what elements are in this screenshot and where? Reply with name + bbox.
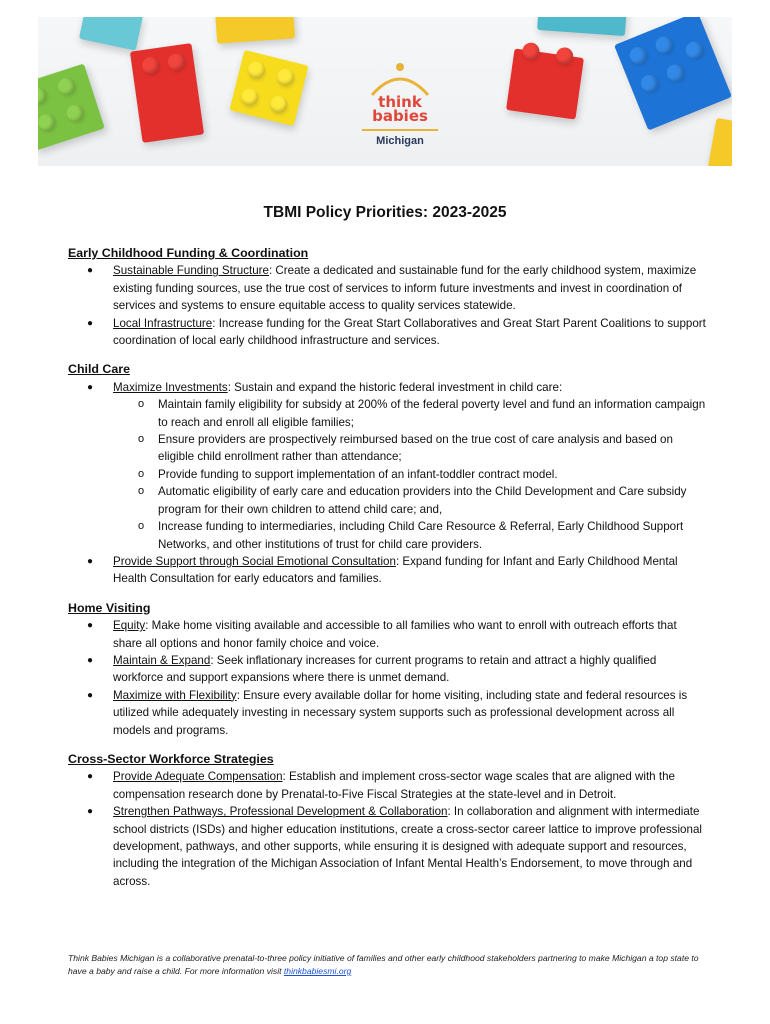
logo-arc-icon [350,57,450,97]
section-heading: Home Visiting [68,600,151,615]
item-lead: Sustainable Funding Structure [113,264,269,278]
list-item [113,617,708,652]
item-text: : Seek inflationary increases for current programs to retain and attract a highly qualified workforce and support expansions where there is unmet demand. [113,653,657,685]
sub-item: o Maintain family eligibility for subsidy at 200% of the federal poverty level and fund an information campaign to reach and enroll all eligible families; [158,396,708,431]
logo-michigan: Michigan [376,135,424,147]
section-child-care [68,361,708,587]
policy-content [68,245,708,902]
item-lead: Maximize with Flexibility [113,688,237,702]
section-heading: Cross-Sector Workforce Strategies [68,751,274,766]
teal-brick [79,17,143,51]
item-text: : Establish and implement cross-sector wage scales that are aligned with the compensation research done by Prenatal-to-Five Fiscal Strategies at the state-level and in Detroit. [113,770,675,801]
yellow-brick [229,50,308,126]
section-heading: Early Childhood Funding & Coordination [68,246,309,260]
item-text: : Ensure every available dollar for home visiting, including state and federal resources is utilized while adequately investing in necessary system supports such as professional development across all models and programs. [113,688,688,737]
item-lead: Strengthen Pathways, Professional Development & Collaboration [113,805,448,819]
red-brick-left [130,43,204,143]
logo-divider [362,129,438,131]
section-home-visiting [68,600,708,739]
list-item [113,262,708,314]
footer-note [68,952,708,978]
section-heading: Child Care [68,362,130,377]
bullet-list [68,617,708,739]
section-workforce [68,751,708,890]
item-text: : Increase funding for the Great Start Collaboratives and Great Start Parent Coalitions to support coordination of local early childhood infrastructure and services. [113,316,706,348]
list-item [113,687,708,739]
list-item [113,803,708,890]
item-lead: Equity [113,619,146,633]
list-item [113,315,708,350]
bullet-list [68,768,708,890]
yellow-brick-right [708,118,732,166]
footer-text: Think Babies Michigan is a collaborative prenatal-to-three policy initiative of families and other early childhood stakeholders partnering to make Michigan a top state to have a baby and raise a child. For more information visit [68,953,699,976]
sub-item: o Increase funding to intermediaries, including Child Care Resource & Referral, Early Childhood Support Networks, and other institutions of trust for child care providers. [158,518,708,553]
item-lead: Maximize Investments [113,380,228,394]
red-brick-right [506,48,584,119]
logo-think: think [378,93,422,111]
item-lead: Provide Adequate Compensation [113,770,283,784]
sub-list [113,396,708,553]
logo-babies: babies [372,107,428,125]
yellow-brick-top [215,17,295,44]
blue-brick [614,17,732,131]
bullet-list [68,262,708,349]
sub-item: o Provide funding to support implementation of an infant-toddler contract model. [158,466,708,483]
item-lead: Provide Support through Social Emotional Consultation [113,554,396,568]
item-text: : Make home visiting available and accessible to all families who want to enroll with outreach efforts that share all options and honor family choice and voice. [113,619,677,650]
list-item [113,379,708,553]
item-lead: Local Infrastructure [113,316,213,330]
item-text: : In collaboration and alignment with intermediate school districts (ISDs) and higher education institutions, create a cross-sector career lattice to improve professional development, pathways, and other supports, while ensuring it is designed with adequate support and resources, including the integration of the Michigan Association of Infant Mental Health’s Endorsement, to move through and across. [113,805,702,888]
list-item [113,652,708,687]
sub-item: o Automatic eligibility of early care and education providers into the Child Development and Care subsidy program for their own children to attend child care; and, [158,483,708,518]
teal-brick-right [537,17,627,36]
item-text: : Expand funding for Infant and Early Childhood Mental Health Consultation for early educators and families. [113,554,678,586]
header-banner-image [38,17,732,166]
bullet-list [68,379,708,588]
item-text: : Sustain and expand the historic federal investment in child care: [227,380,563,394]
footer-link[interactable]: thinkbabiesmi.org [283,966,352,976]
page-title: TBMI Policy Priorities: 2023-2025 [263,204,507,221]
list-item [113,553,708,588]
think-babies-michigan-logo [350,57,450,157]
sub-item: o Ensure providers are prospectively reimbursed based on the true cost of care analysis and based on eligible child enrollment rather than attendance; [158,431,708,466]
item-text: : Create a dedicated and sustainable fund for the early childhood system, maximize existing funding sources, use the true cost of services to inform future investments and invest in coordination of services and systems to ensure equitable access to quality services statewide. [113,264,697,313]
list-item [113,768,708,803]
item-lead: Maintain & Expand [113,653,211,667]
green-brick [38,64,105,151]
section-funding [68,245,708,349]
